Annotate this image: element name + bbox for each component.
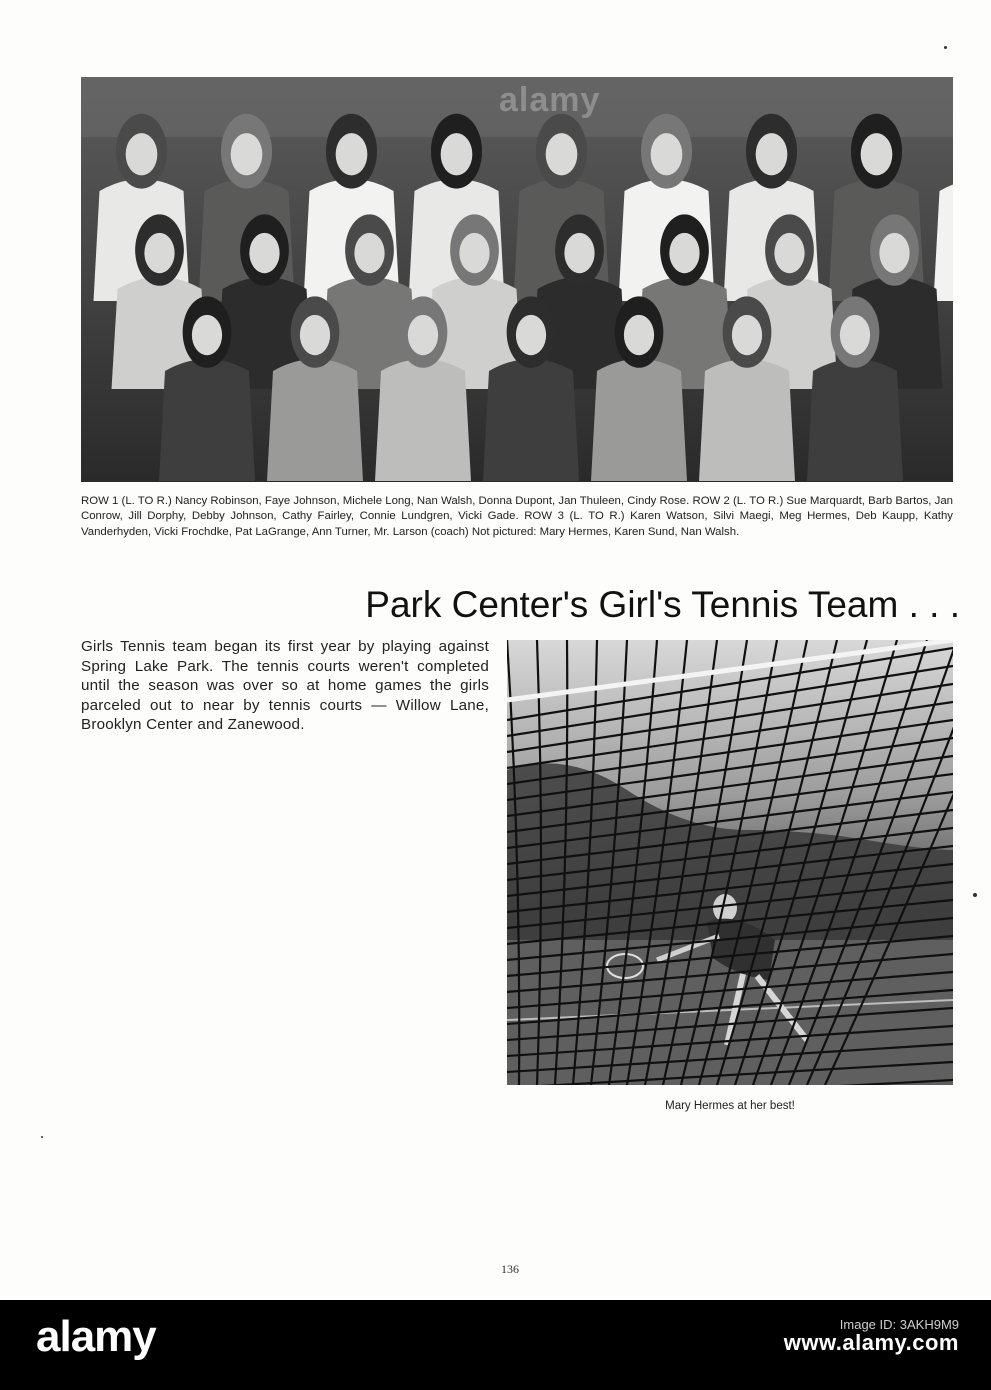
image-info [783,1316,959,1355]
site-url: www.alamy.com [783,1330,959,1355]
print-speck [944,46,947,49]
print-speck [41,1136,43,1138]
watermark: alamy [499,81,601,119]
team-photo [81,77,953,482]
tennis-photo-caption: Mary Hermes at her best! [665,1100,795,1112]
team-photo-image [81,77,953,482]
alamy-logo [0,1314,400,1374]
article-body: Girls Tennis team began its first year by playing against Spring Lake Park. The tennis courts weren't completed until the season was over so at home games the girls parceled out to near by tennis courts — Willow Lane, Brooklyn Center and Zanewood. [81,638,489,734]
logo-text: alamy [36,1312,156,1361]
page-number: 136 [501,1262,519,1276]
image-id: Image ID: 3AKH9M9 [839,1317,959,1332]
team-photo-caption: ROW 1 (L. TO R.) Nancy Robinson, Faye Johnson, Michele Long, Nan Walsh, Donna Dupont, Jan Thuleen, Cindy Rose. ROW 2 (L. TO R.) Sue Marquardt, Barb Bartos, Jan Conrow, Jill Dorphy, Debby Johnson, Cathy Fairley, Connie Lundgren, Vicki Gade. ROW 3 (L. TO R.) Karen Watson, Silvi Maegi, Meg Hermes, Deb Kaupp, Kathy Vanderhyden, Vicki Frochdke, Pat LaGrange, Ann Turner, Mr. Larson (coach) Not pictured: Mary Hermes, Karen Sund, Nan Walsh. [81,495,953,538]
stock-footer [0,1300,991,1390]
tennis-photo-image [507,640,953,1085]
print-speck [973,893,977,897]
tennis-photo [507,640,953,1085]
page-title: Park Center's Girl's Tennis Team . . . [365,584,960,625]
